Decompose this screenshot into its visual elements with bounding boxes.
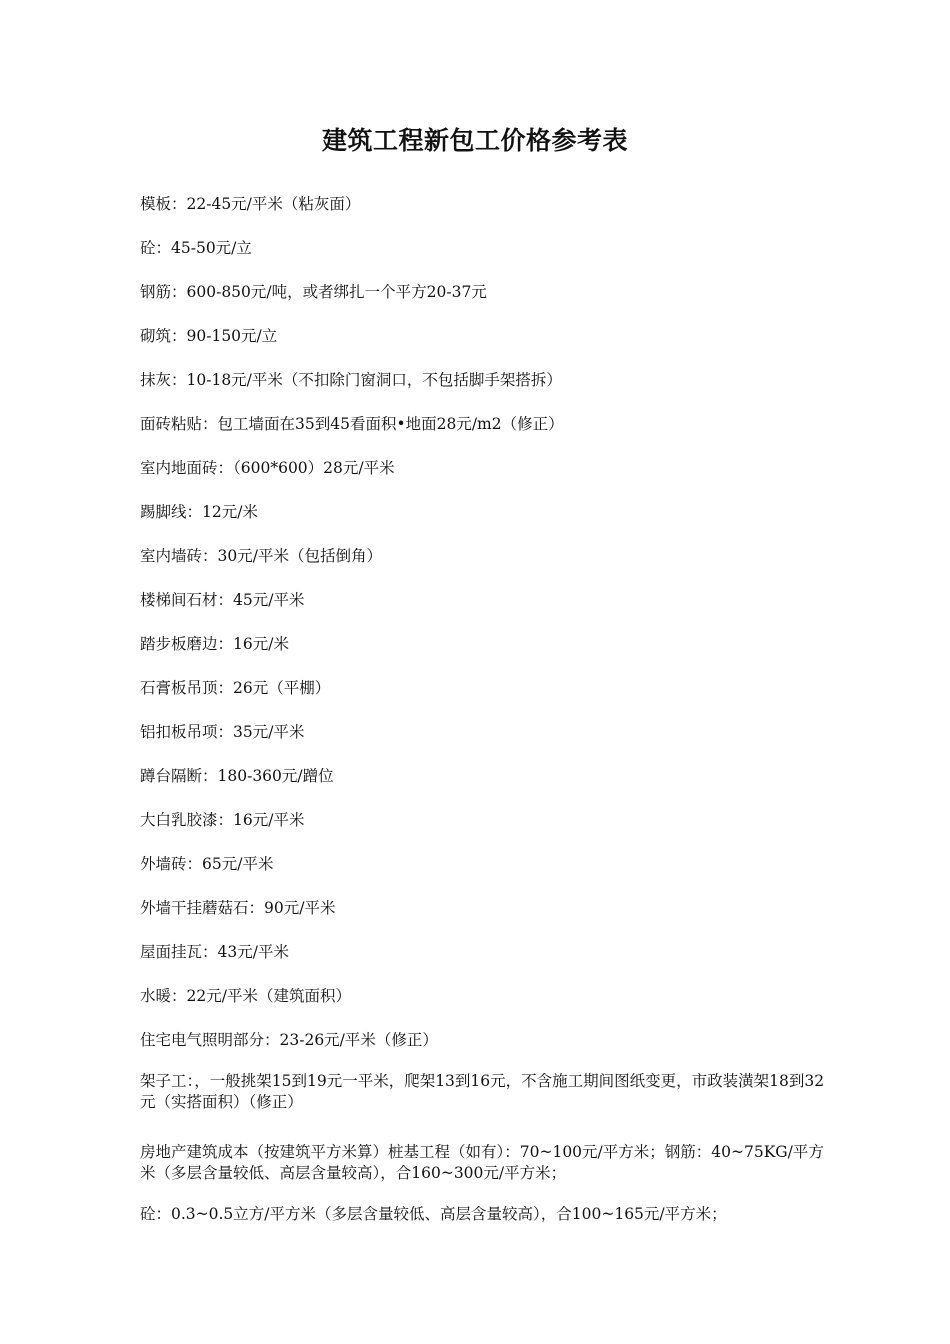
price-line-mushroom-stone: 外墙干挂蘑菇石：90元/平米 [140, 899, 336, 917]
price-line-real-estate-cost: 房地产建筑成本（按建筑平方米算）桩基工程（如有）：70~100元/平方米；钢筋：40~75KG/平方米（多层含量较低、高层含量较高），合160~300元/平方米； [140, 1143, 824, 1182]
price-line-concrete: 砼：45-50元/立 [140, 239, 252, 257]
price-line-electrical: 住宅电气照明部分：23-26元/平米（修正） [140, 1031, 438, 1049]
price-line-formwork: 模板：22-45元/平米（粘灰面） [140, 195, 361, 213]
price-line-aluminum-ceiling: 铝扣板吊项：35元/平米 [140, 723, 305, 741]
price-line-plumbing-heating: 水暖：22元/平米（建筑面积） [140, 987, 351, 1005]
price-line-step-edging: 踏步板磨边：16元/米 [140, 635, 289, 653]
price-line-tile-pasting: 面砖粘贴：包工墙面在35到45看面积•地面28元/m2（修正） [140, 415, 564, 433]
price-line-stair-stone: 楼梯间石材：45元/平米 [140, 591, 305, 609]
price-line-toilet-partition: 蹲台隔断：180-360元/蹭位 [140, 767, 334, 785]
price-line-concrete-volume: 砼：0.3~0.5立方/平方米（多层含量较低、高层含量较高），合100~165元/平方米； [140, 1205, 727, 1223]
price-line-gypsum-ceiling: 石膏板吊顶：26元（平棚） [140, 679, 331, 697]
document-title: 建筑工程新包工价格参考表 [321, 126, 628, 155]
price-line-exterior-wall-tile: 外墙砖：65元/平米 [140, 855, 274, 873]
price-line-roof-tile: 屋面挂瓦：43元/平米 [140, 943, 289, 961]
price-line-skirting: 踢脚线：12元/米 [140, 503, 258, 521]
price-line-latex-paint: 大白乳胶漆：16元/平米 [140, 811, 305, 829]
price-line-indoor-wall-tile: 室内墙砖：30元/平米（包括倒角） [140, 547, 382, 565]
price-line-masonry: 砌筑：90-150元/立 [140, 327, 278, 345]
price-line-scaffolding: 架子工：，一般挑架15到19元一平米，爬架13到16元，不含施工期间图纸变更，市政装潢架18到32元（实搭面积）（修正） [140, 1072, 825, 1111]
price-line-indoor-floor-tile: 室内地面砖：（600*600）28元/平米 [140, 459, 395, 477]
price-line-rebar: 钢筋：600-850元/吨，或者绑扎一个平方20-37元 [140, 283, 487, 301]
price-line-plastering: 抹灰：10-18元/平米（不扣除门窗洞口，不包括脚手架搭拆） [140, 371, 562, 389]
